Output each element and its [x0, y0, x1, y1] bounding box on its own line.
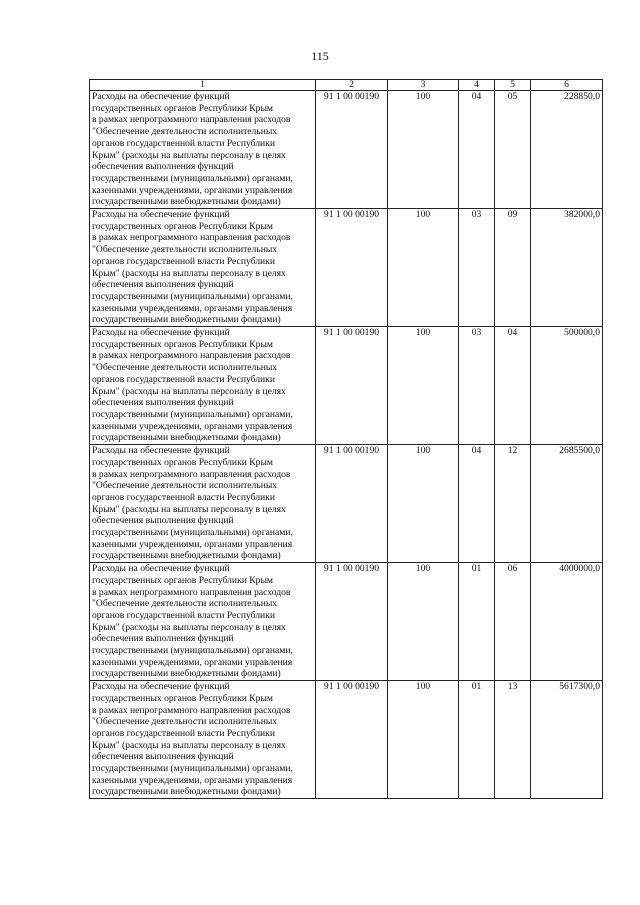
table-row [90, 445, 603, 563]
amount: 228850,0 [531, 91, 603, 209]
expense-type-code: 100 [388, 91, 459, 209]
section-code: 04 [459, 91, 495, 209]
budget-table [89, 79, 603, 799]
column-header: 1 [90, 80, 316, 91]
target-code: 91 1 00 00190 [316, 327, 388, 445]
expense-type-code: 100 [388, 209, 459, 327]
expense-type-code: 100 [388, 563, 459, 681]
table-row [90, 327, 603, 445]
subsection-code: 05 [495, 91, 531, 209]
subsection-code: 09 [495, 209, 531, 327]
expense-description: Расходы на обеспечение функций государственных органов Республики Крым в рамках непрограммного направления расходов "Обеспечение деятельности исполнительных органов государственной власти Республики Крым" (расходы на выплаты персоналу в целях обеспечения выполнения функций государственными (муниципальными) органами, казенными учреждениями, органами управления государственными внебюджетными фондами) [90, 209, 316, 327]
column-header: 6 [531, 80, 603, 91]
subsection-code: 13 [495, 681, 531, 799]
table-row [90, 91, 603, 209]
subsection-code: 06 [495, 563, 531, 681]
expense-description: Расходы на обеспечение функций государственных органов Республики Крым в рамках непрограммного направления расходов "Обеспечение деятельности исполнительных органов государственной власти Республики Крым" (расходы на выплаты персоналу в целях обеспечения выполнения функций государственными (муниципальными) органами, казенными учреждениями, органами управления государственными внебюджетными фондами) [90, 91, 316, 209]
section-code: 01 [459, 563, 495, 681]
amount: 2685500,0 [531, 445, 603, 563]
target-code: 91 1 00 00190 [316, 563, 388, 681]
target-code: 91 1 00 00190 [316, 91, 388, 209]
column-header: 5 [495, 80, 531, 91]
section-code: 04 [459, 445, 495, 563]
page-number: 115 [311, 49, 329, 63]
target-code: 91 1 00 00190 [316, 681, 388, 799]
section-code: 03 [459, 327, 495, 445]
amount: 382000,0 [531, 209, 603, 327]
expense-description: Расходы на обеспечение функций государственных органов Республики Крым в рамках непрограммного направления расходов "Обеспечение деятельности исполнительных органов государственной власти Республики Крым" (расходы на выплаты персоналу в целях обеспечения выполнения функций государственными (муниципальными) органами, казенными учреждениями, органами управления государственными внебюджетными фондами) [90, 681, 316, 799]
subsection-code: 12 [495, 445, 531, 563]
amount: 5617300,0 [531, 681, 603, 799]
target-code: 91 1 00 00190 [316, 445, 388, 563]
section-code: 03 [459, 209, 495, 327]
expense-type-code: 100 [388, 681, 459, 799]
column-header: 2 [316, 80, 388, 91]
section-code: 01 [459, 681, 495, 799]
subsection-code: 04 [495, 327, 531, 445]
expense-description: Расходы на обеспечение функций государственных органов Республики Крым в рамках непрограммного направления расходов "Обеспечение деятельности исполнительных органов государственной власти Республики Крым" (расходы на выплаты персоналу в целях обеспечения выполнения функций государственными (муниципальными) органами, казенными учреждениями, органами управления государственными внебюджетными фондами) [90, 327, 316, 445]
expense-type-code: 100 [388, 445, 459, 563]
table-header-row [90, 80, 603, 91]
amount: 4000000,0 [531, 563, 603, 681]
table-row [90, 563, 603, 681]
column-header: 3 [388, 80, 459, 91]
expense-description: Расходы на обеспечение функций государственных органов Республики Крым в рамках непрограммного направления расходов "Обеспечение деятельности исполнительных органов государственной власти Республики Крым" (расходы на выплаты персоналу в целях обеспечения выполнения функций государственными (муниципальными) органами, казенными учреждениями, органами управления государственными внебюджетными фондами) [90, 563, 316, 681]
amount: 500000,0 [531, 327, 603, 445]
table-row [90, 209, 603, 327]
expense-type-code: 100 [388, 327, 459, 445]
table-row [90, 681, 603, 799]
target-code: 91 1 00 00190 [316, 209, 388, 327]
expense-description: Расходы на обеспечение функций государственных органов Республики Крым в рамках непрограммного направления расходов "Обеспечение деятельности исполнительных органов государственной власти Республики Крым" (расходы на выплаты персоналу в целях обеспечения выполнения функций государственными (муниципальными) органами, казенными учреждениями, органами управления государственными внебюджетными фондами) [90, 445, 316, 563]
column-header: 4 [459, 80, 495, 91]
